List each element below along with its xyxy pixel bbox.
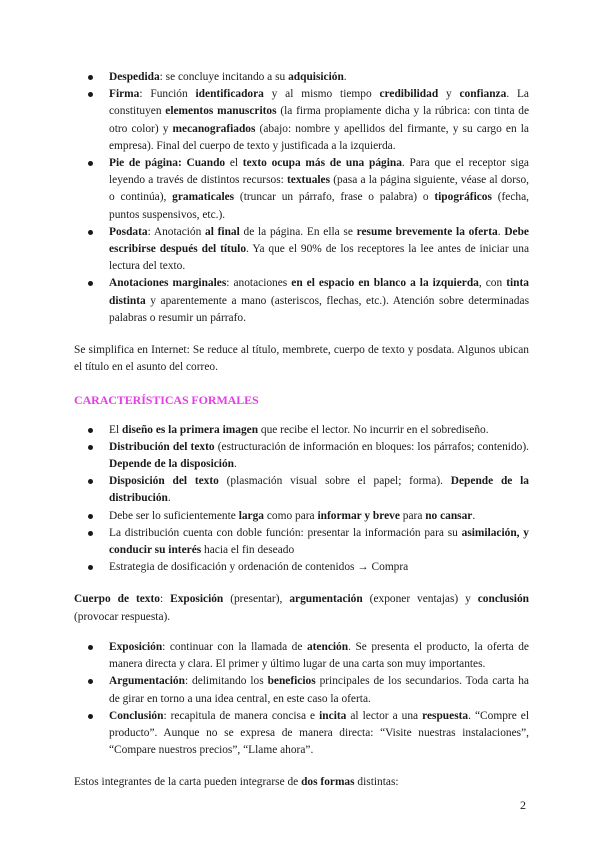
list-item-text: [109, 561, 408, 573]
text-run: y aparentemente a mano (asteriscos, flechas, etc.). Atención sobre determinadas palabras o resumir un párrafo.: [109, 294, 529, 324]
bold-text: informar y breve: [317, 509, 400, 522]
page-number: 2: [520, 798, 526, 812]
text-run: al lector a una: [346, 709, 423, 722]
list-item: [74, 473, 529, 507]
list-item-text: [109, 226, 529, 272]
bold-text: credibilidad: [379, 88, 439, 101]
list-item-text: [109, 475, 529, 504]
list-item-text: [109, 424, 489, 436]
text-run: hacia el fin deseado: [201, 544, 295, 557]
text-run: Estrategia de dosificación y ordenación de contenidos → Compra: [109, 561, 409, 574]
bold-text: mecanografiados: [172, 122, 256, 135]
letter-parts-list: [74, 69, 529, 327]
text-run: (abajo: nombre y apellidos del firmante, y su cargo en la empresa). Final del cuerpo de texto y justificada a la izquierda.: [109, 122, 529, 152]
bold-text: tipográficos: [434, 191, 492, 204]
bold-text: Posdata: [109, 225, 148, 238]
bold-text: textuales: [287, 174, 331, 187]
bold-text: elementos manuscritos: [165, 105, 277, 118]
bold-text: larga: [238, 509, 264, 522]
text-run: de la página. En ella se: [239, 225, 357, 238]
text-run: (la firma propiamente dicha y la rúbrica: con tinta de otro color) y: [109, 105, 530, 135]
bold-text: Despedida: [109, 71, 160, 83]
bold-text: en el espacio en blanco a la izquierda: [291, 277, 479, 290]
bold-text: Firma: [109, 88, 140, 101]
bold-text: Exposición: [170, 593, 224, 606]
text-run: . Ya que el 90% de los receptores la lee antes de iniciar una lectura del texto.: [109, 243, 529, 273]
bold-text: Cuerpo de texto: [74, 593, 160, 606]
list-item: [74, 525, 529, 559]
bold-text: Exposición: [109, 640, 163, 653]
text-run: : se concluye incitando a su: [159, 71, 289, 83]
bold-text: Disposición del texto: [109, 475, 219, 488]
bold-text: asimilación, y conducir su interés: [109, 526, 529, 557]
text-run: (truncar un párrafo, frase o palabra) o: [234, 191, 435, 204]
text-run: :: [159, 593, 171, 606]
bold-text: conclusión: [477, 593, 530, 606]
closing-paragraph: [74, 774, 529, 791]
list-item: [74, 224, 529, 276]
bullet-icon: [88, 514, 93, 519]
text-run: (provocar respuesta).: [74, 610, 171, 623]
list-item-text: [109, 88, 529, 152]
text-run: : Función: [139, 88, 196, 101]
bullet-icon: [88, 645, 93, 650]
list-item-text: [109, 510, 475, 522]
text-run: (pasa a la página siguiente, véase al dorso, o continúa),: [109, 174, 529, 204]
bullet-icon: [88, 714, 93, 719]
text-run: : Anotación: [147, 225, 206, 238]
list-item-text: [109, 675, 529, 704]
text-run: .: [472, 509, 476, 522]
internet-paragraph: [74, 342, 529, 376]
text-run: .: [234, 458, 237, 471]
list-item-text: [109, 527, 529, 556]
text-run: : delimitando los: [184, 675, 268, 688]
bold-text: Debe escribirse después del título: [109, 225, 529, 256]
bold-text: incita: [319, 709, 347, 722]
text-run: La distribución cuenta con doble función: presentar la información para su: [109, 526, 462, 539]
bold-text: Pie de página: Cuando: [109, 157, 226, 170]
bold-text: resume brevemente la oferta: [356, 225, 498, 238]
body-text-paragraph: [74, 591, 529, 625]
text-run: . “Compre el producto”. Aunque no se expresa de manera directa: “Visite nuestras instalaciones”, “Compare nuestros precios”, “Llame ahora”.: [109, 709, 529, 757]
list-item-text: [109, 441, 529, 470]
bullet-icon: [88, 479, 93, 484]
text-run: que recibe el lector. No incurrir en el sobrediseño.: [258, 423, 489, 436]
list-item-text: [109, 277, 529, 323]
text-run: y: [438, 88, 460, 101]
text-run: , con: [478, 277, 507, 290]
list-item: [74, 673, 529, 707]
bullet-icon: [88, 428, 93, 433]
text-run: principales de los secundarios. Toda carta ha de girar en torno a una idea central, en este caso la oferta.: [109, 675, 529, 705]
bold-text: Conclusión: [109, 709, 164, 722]
list-item: [74, 708, 529, 760]
list-item: [74, 508, 529, 525]
bold-text: identificadora: [195, 88, 264, 101]
bold-text: Argumentación: [109, 675, 185, 688]
text-run: .: [497, 225, 505, 238]
body-text-parts-list: [74, 639, 529, 759]
bold-text: dos formas: [301, 776, 355, 789]
list-item-text: [109, 710, 529, 756]
bold-text: atención: [306, 640, 349, 653]
bold-text: Anotaciones marginales: [109, 277, 227, 290]
bold-text: no cansar: [425, 509, 473, 522]
bullet-icon: [88, 679, 93, 684]
bold-text: tinta distinta: [109, 277, 529, 307]
bullet-icon: [88, 531, 93, 536]
text-run: (plasmación visual sobre el papel; forma).: [218, 475, 451, 488]
bold-text: respuesta: [422, 709, 469, 722]
bold-text: Depende de la distribución: [109, 475, 529, 505]
text-run: Debe ser lo suficientemente: [109, 509, 239, 522]
list-item-text: [109, 157, 529, 221]
list-item: [74, 639, 529, 673]
bullet-icon: [88, 230, 93, 235]
bold-text: Distribución del texto: [109, 440, 215, 453]
bold-text: al final: [205, 225, 240, 238]
text-run: : recapitula de manera concisa e: [163, 709, 320, 722]
text-run: (fecha, puntos suspensivos, etc.).: [109, 191, 529, 221]
list-item-text: [109, 71, 347, 83]
bullet-icon: [88, 92, 93, 97]
bold-text: texto ocupa más de una página: [242, 157, 402, 170]
list-item-text: [109, 641, 529, 670]
text-run: : anotaciones: [226, 277, 292, 290]
section-heading: CARACTERÍSTICAS FORMALES: [74, 393, 259, 408]
text-run: (presentar),: [223, 593, 290, 606]
bold-text: Depende de la disposición: [109, 458, 235, 471]
bold-text: confianza: [459, 88, 507, 101]
list-item: [74, 422, 529, 439]
text-run: . Para que el receptor siga leyendo a través de distintos recursos:: [109, 157, 529, 187]
bullet-icon: [88, 445, 93, 450]
text-run: el: [225, 157, 243, 170]
bold-text: argumentación: [289, 593, 363, 606]
formal-characteristics-list: [74, 422, 529, 577]
text-run: . Se presenta el producto, la oferta de manera directa y clara. El primer y último lugar de una carta son muy importantes.: [109, 640, 529, 671]
text-run: : continuar con la llamada de: [162, 640, 307, 653]
bullet-icon: [88, 161, 93, 166]
list-item: [74, 275, 529, 327]
text-run: (exponer ventajas) y: [362, 593, 478, 606]
text-run: El: [109, 423, 122, 436]
list-item: [74, 86, 529, 155]
bullet-icon: [88, 75, 93, 80]
list-item: [74, 69, 529, 86]
bold-text: beneficios: [267, 675, 316, 688]
text-run: .: [167, 492, 171, 505]
text-run: (estructuración de información en bloques: los párrafos; contenido).: [214, 440, 529, 453]
bullet-icon: [88, 565, 93, 570]
text-run: . La constituyen: [109, 88, 529, 118]
list-item: [74, 439, 529, 473]
text-run: y al mismo tiempo: [263, 88, 380, 101]
list-item: [74, 559, 529, 576]
list-item: [74, 155, 529, 224]
bold-text: adquisición: [288, 71, 344, 83]
bold-text: gramaticales: [172, 191, 235, 204]
text-run: distintas:: [354, 776, 399, 789]
text-run: para: [399, 509, 426, 522]
bold-text: diseño es la primera imagen: [121, 423, 259, 436]
text-run: Estos integrantes de la carta pueden integrarse de: [74, 776, 302, 789]
bullet-icon: [88, 281, 93, 286]
text-run: Se simplifica en Internet: Se reduce al título, membrete, cuerpo de texto y posdata. Algunos ubican el título en el asunto del correo.: [74, 344, 529, 374]
page-content: [74, 69, 529, 792]
text-run: como para: [264, 509, 318, 522]
text-run: .: [343, 71, 347, 83]
